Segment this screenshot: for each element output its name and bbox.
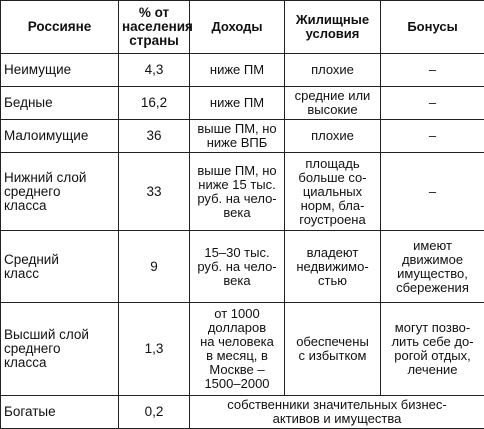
merged-description-cell: собственники значительных бизнес- активов и имущества bbox=[190, 395, 484, 428]
housing-cell: владеют недвижимо- стью bbox=[285, 230, 381, 302]
income-cell: от 1000 долларов на человека в месяц, в Москве – 1500–2000 bbox=[190, 303, 285, 396]
table-row bbox=[1, 395, 484, 428]
table-body bbox=[1, 1, 484, 429]
table-row bbox=[1, 303, 484, 396]
percent-cell: 0,2 bbox=[119, 395, 190, 428]
bonus-cell: могут позво- лить себе до- рогой отдых, лечение bbox=[381, 303, 484, 396]
header-percent: % от населения страны bbox=[119, 1, 190, 54]
bonus-cell: имеют движимое имущество, сбережения bbox=[381, 230, 484, 302]
table-row bbox=[1, 87, 484, 120]
group-cell: Высший слой среднего класса bbox=[1, 303, 119, 396]
header-russians: Россияне bbox=[1, 1, 119, 54]
percent-cell: 4,3 bbox=[119, 54, 190, 87]
income-cell: ниже ПМ bbox=[190, 87, 285, 120]
header-income: Доходы bbox=[190, 1, 285, 54]
bonus-cell: – bbox=[381, 54, 484, 87]
header-bonuses: Бонусы bbox=[381, 1, 484, 54]
percent-cell: 16,2 bbox=[119, 87, 190, 120]
group-cell: Нижний слой среднего класса bbox=[1, 153, 119, 231]
percent-cell: 9 bbox=[119, 230, 190, 302]
housing-cell: средние или высокие bbox=[285, 87, 381, 120]
housing-cell: плохие bbox=[285, 54, 381, 87]
percent-cell: 36 bbox=[119, 120, 190, 153]
table-row bbox=[1, 230, 484, 302]
housing-cell: площадь больше со- циальных норм, бла- гоустроена bbox=[285, 153, 381, 231]
group-cell: Неимущие bbox=[1, 54, 119, 87]
income-cell: ниже ПМ bbox=[190, 54, 285, 87]
income-cell: 15–30 тыс. руб. на чело- века bbox=[190, 230, 285, 302]
group-cell: Средний класс bbox=[1, 230, 119, 302]
income-cell: выше ПМ, но ниже 15 тыс. руб. на чело- века bbox=[190, 153, 285, 231]
table-row bbox=[1, 54, 484, 87]
group-cell: Бедные bbox=[1, 87, 119, 120]
bonus-cell: – bbox=[381, 120, 484, 153]
header-row bbox=[1, 1, 484, 54]
housing-cell: плохие bbox=[285, 120, 381, 153]
table-row bbox=[1, 120, 484, 153]
table-row bbox=[1, 153, 484, 231]
percent-cell: 33 bbox=[119, 153, 190, 231]
bonus-cell: – bbox=[381, 87, 484, 120]
income-cell: выше ПМ, но ниже ВПБ bbox=[190, 120, 285, 153]
housing-cell: обеспечены с избытком bbox=[285, 303, 381, 396]
group-cell: Богатые bbox=[1, 395, 119, 428]
percent-cell: 1,3 bbox=[119, 303, 190, 396]
header-housing: Жилищные условия bbox=[285, 1, 381, 54]
bonus-cell: – bbox=[381, 153, 484, 231]
group-cell: Малоимущие bbox=[1, 120, 119, 153]
